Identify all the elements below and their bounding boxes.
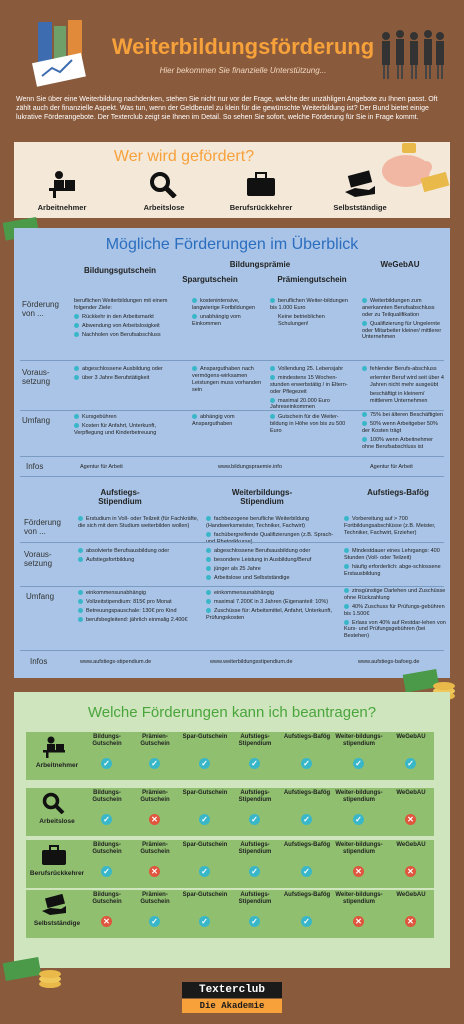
matrix-column-header: Bildungs-Gutschein — [92, 734, 122, 747]
matrix-title: Welche Förderungen kann ich beantragen? — [87, 704, 377, 721]
check-icon: ✓ — [249, 814, 260, 825]
list-item: fachbezogene berufliche Weiterbildung (Handwerksmeister, Techniker, Fachwirt) — [206, 516, 338, 530]
intro-text: Wenn Sie über eine Weiterbildung nachdenken, stehen Sie nicht nur vor der Frage, welche der unzähligen Angebote zu Ihnen passt. Oft zählt auch der finanzielle Aspekt. Was tun, wenn der Geldbeutel zu klein für die gewünschte Weiterbildung ist? Der Bund bietet einige lukrative Förderangebote. Der Texterclub zeigt sie Ihnen im Detail. So sehen Sie sofort, welche Förderung für Sie in Frage kommt. — [16, 96, 438, 121]
p2r1c3 — [344, 516, 446, 539]
magnifier-icon — [147, 170, 181, 198]
divider — [20, 542, 444, 543]
row-label-foerderung: Förderung von ... — [22, 300, 59, 318]
p2r3c2 — [206, 590, 338, 624]
p2r3c1 — [78, 590, 202, 626]
list-item: einkommensunabhängig — [78, 590, 202, 597]
list-item: über 3 Jahre Berufstätigkeit — [74, 375, 184, 382]
matrix-column-header: Prämien-Gutschein — [140, 842, 170, 855]
list-item: mindestens 15 Wochen-stunden erwerbstätig / in Eltern- oder Pflegezeit — [270, 375, 356, 396]
check-icon: ✓ — [101, 758, 112, 769]
list-item: 100% wenn Arbeitnehmer ohne Berufsabschluss ist — [362, 437, 446, 451]
list-item: jünger als 25 Jahre — [206, 566, 338, 573]
r3c4 — [362, 412, 446, 452]
r2c1 — [74, 366, 184, 384]
briefcase-icon — [244, 170, 278, 198]
col-bildungspraemie: Bildungsprämie — [229, 260, 291, 269]
col-spargutschein: Spargutschein — [182, 275, 238, 284]
r1c1-intro: beruflichen Weiterbildungen mit einem folgender Ziele: — [74, 298, 168, 311]
col-weiterbildungs-stipendium: Weiterbildungs-Stipendium — [231, 488, 293, 506]
col-praemiengutschein: Prämiengutschein — [277, 275, 347, 284]
check-icon: ✓ — [101, 866, 112, 877]
check-icon: ✓ — [199, 866, 210, 877]
matrix-column-header: Weiter-bildungs-stipendium — [335, 734, 383, 747]
list-item: unabhängig vom Einkommen — [192, 314, 264, 328]
r1c1 — [74, 298, 184, 340]
list-item: Kosten für Anfahrt, Unterkunft, Verpflegung und Kinderbetreuung — [74, 423, 184, 437]
matrix-column-header: Spar-Gutschein — [182, 790, 228, 796]
p2r1c1 — [78, 516, 202, 532]
matrix-column-header: Spar-Gutschein — [182, 734, 228, 740]
page-subtitle: Hier bekommen Sie finanzielle Unterstützung... — [159, 66, 327, 75]
money-illustration-3 — [0, 952, 70, 994]
list-item: abhängig vom Ansparguthaben — [192, 414, 264, 428]
check-icon: ✓ — [301, 866, 312, 877]
check-icon: ✓ — [301, 916, 312, 927]
list-item: Mindestdauer eines Lehrgangs: 400 Stunden (Voll- oder Teilzeit) — [344, 548, 446, 562]
info-link[interactable]: www.bildungspraemie.info — [218, 464, 282, 470]
cross-icon: ✕ — [101, 916, 112, 927]
cross-icon: ✕ — [405, 866, 416, 877]
r1c2 — [192, 298, 264, 330]
list-item: berufsbegleitend: jährlich einmalig 2.400€ — [78, 617, 202, 624]
list-item: abgeschlossene Berufsausbildung oder — [206, 548, 338, 555]
list-item: Zuschüsse für: Arbeitsmittel, Anfahrt, Unterkunft, Prüfungskosten — [206, 608, 338, 622]
books-illustration — [28, 18, 98, 88]
matrix-column-header: Weiter-bildungs-stipendium — [335, 892, 383, 905]
col-aufstiegs-bafoeg: Aufstiegs-Bafög — [367, 488, 429, 497]
briefcase-icon — [40, 844, 68, 866]
money-hand-icon — [343, 170, 377, 198]
list-item: 40% Zuschuss für Prüfungs-gebühren bis 1.500€ — [344, 603, 445, 617]
magnifier-icon — [40, 792, 68, 814]
list-item: fachübergreifende Qualifizierungen (z.B. Sprach- — [206, 532, 338, 546]
r3c3 — [270, 414, 356, 437]
check-icon: ✓ — [353, 814, 364, 825]
row-label-umfang: Umfang — [22, 416, 51, 425]
list-item: beschäftigt in kleinem/ mittlerem Unternehmen — [370, 390, 428, 404]
check-icon: ✓ — [101, 814, 112, 825]
matrix-column-header: Weiter-bildungs-stipendium — [335, 842, 383, 855]
matrix-row-label: Selbstständige — [33, 920, 81, 927]
who-group-arbeitslose — [124, 170, 204, 212]
page-title: Weiterbildungsförderung — [111, 34, 375, 59]
matrix-column-header: Aufstiegs-Stipendium — [238, 734, 272, 747]
list-item: Ansparguthaben nach vermögens-wirksamen Leistungen muss vorhanden sein — [192, 366, 264, 394]
r1c4 — [362, 298, 446, 343]
check-icon: ✓ — [249, 758, 260, 769]
cross-icon: ✕ — [149, 814, 160, 825]
divider — [20, 476, 444, 477]
matrix-column-header: Aufstiegs-Bafög — [283, 892, 331, 898]
matrix-column-header: WeGebAU — [396, 790, 426, 796]
col-bildungsgutschein: Bildungsgutschein — [84, 266, 156, 275]
list-item: Rückkehr in den Arbeitsmarkt — [74, 314, 184, 321]
list-item: Abwendung von Arbeitslosigkeit — [74, 323, 184, 330]
cross-icon: ✕ — [149, 866, 160, 877]
r2c4 — [362, 366, 446, 406]
list-item: Betreuungspauschale: 130€ pro Kind — [78, 608, 202, 615]
p2r2c2 — [206, 548, 338, 584]
cross-icon: ✕ — [405, 814, 416, 825]
check-icon: ✓ — [249, 916, 260, 927]
matrix-column-header: Bildungs-Gutschein — [92, 790, 122, 803]
check-icon: ✓ — [353, 758, 364, 769]
matrix-row-label: Berufsrückkehrer — [29, 870, 85, 877]
row-label-infos: Infos — [26, 462, 44, 471]
matrix-column-header: Prämien-Gutschein — [140, 790, 170, 803]
check-icon: ✓ — [199, 916, 210, 927]
divider — [20, 360, 444, 361]
list-item: Aufstiegsfortbildung — [78, 557, 202, 564]
matrix-column-header: Spar-Gutschein — [182, 842, 228, 848]
matrix-column-header: WeGebAU — [396, 734, 426, 740]
footer-tagline: Die Akademie — [182, 999, 282, 1013]
list-item: besondere Leistung in Ausbildung/Beruf — [206, 557, 338, 564]
list-item: Keine betrieblichen Schulungen! — [278, 313, 325, 327]
matrix-column-header: Aufstiegs-Bafög — [283, 790, 331, 796]
r1c3 — [270, 298, 356, 330]
worker-icon — [40, 736, 68, 758]
who-group-selbststaendige — [320, 170, 400, 212]
matrix-column-header: Aufstiegs-Bafög — [283, 842, 331, 848]
people-illustration — [378, 26, 448, 92]
who-group-arbeitnehmer — [22, 170, 102, 212]
check-icon: ✓ — [149, 916, 160, 927]
check-icon: ✓ — [199, 758, 210, 769]
who-label: Arbeitnehmer — [37, 203, 87, 212]
col-aufstiegs-stipendium: Aufstiegs-Stipendium — [98, 488, 142, 506]
p2r3c3 — [344, 588, 446, 642]
check-icon: ✓ — [405, 758, 416, 769]
check-icon: ✓ — [149, 758, 160, 769]
cross-icon: ✕ — [405, 916, 416, 927]
list-item: abgeschlossene Ausbildung oder — [74, 366, 184, 373]
list-item: zinsgünstige Darlehen und Zuschüsse ohne Rückzahlung — [344, 588, 446, 601]
list-item: Vorbereitung auf > 700 Fortbildungsabschlüsse (z.B. Meister, Techniker, Fachwirt, Erzieher) — [344, 516, 446, 537]
row-label-voraussetzung-2: Voraus-setzung — [24, 550, 53, 568]
matrix-row-label: Arbeitnehmer — [35, 762, 79, 769]
check-icon: ✓ — [249, 866, 260, 877]
list-item: Weiterbildungen zum anerkannten Berufsabschluss oder zu Teilqualifikation — [362, 298, 446, 319]
list-item: häufig erforderlich: abge-schlossene Erstausbildung — [344, 564, 446, 578]
matrix-row-label: Arbeitslose — [39, 818, 75, 825]
who-label: Berufsrückkehrer — [229, 203, 293, 212]
list-item: einkommensunabhängig — [206, 590, 338, 597]
list-item: maximal 20.000 Euro Jahreseinkommen — [270, 398, 356, 412]
info-link[interactable]: www.weiterbildungsstipendium.de — [210, 659, 293, 665]
matrix-column-header: Bildungs-Gutschein — [92, 892, 122, 905]
divider — [20, 650, 444, 651]
col-wegebau: WeGebAU — [380, 260, 420, 269]
money-hand-icon — [40, 894, 68, 916]
p2r2c3 — [344, 548, 446, 580]
footer-brand: Texterclub — [182, 982, 282, 998]
info-link[interactable]: www.aufstiegs-stipendium.de — [80, 659, 152, 665]
info-link[interactable]: Agentur für Arbeit — [80, 464, 123, 470]
check-icon: ✓ — [301, 814, 312, 825]
header — [0, 0, 464, 95]
divider — [20, 586, 444, 587]
row-label-infos-2: Infos — [30, 657, 48, 666]
people-icon — [378, 26, 448, 92]
r2c3 — [270, 366, 356, 413]
list-item: beruflichen Weiter-bildungen bis 1.000 Euro — [270, 298, 356, 312]
list-item: fehlender Berufs-abschluss — [362, 366, 446, 373]
list-item: Gutschein für die Weiter-bildung in Höhe von bis zu 500 Euro — [270, 414, 356, 435]
list-item: Kursgebühren — [74, 414, 184, 421]
who-label: Arbeitslose — [143, 203, 185, 212]
list-item: erlernter Beruf wird seit über 4 Jahren nicht mehr ausgeübt — [370, 374, 444, 388]
list-item: Erstudium in Voll- oder Teilzeit (für Fachkräfte, die sich mit dem Studium weiterbilden wollen) — [78, 516, 202, 530]
list-item: Vollzeitstipendium: 815€ pro Monat — [78, 599, 202, 606]
cross-icon: ✕ — [353, 866, 364, 877]
who-group-berufsrueckkehrer — [216, 170, 306, 212]
row-label-foerderung-2: Förderung von ... — [24, 518, 61, 536]
r3c1 — [74, 414, 184, 439]
matrix-column-header: Aufstiegs-Stipendium — [238, 842, 272, 855]
who-label: Selbstständige — [333, 203, 387, 212]
matrix-column-header: Aufstiegs-Stipendium — [238, 790, 272, 803]
matrix-column-header: Bildungs-Gutschein — [92, 842, 122, 855]
overview-title: Mögliche Förderungen im Überblick — [105, 236, 359, 253]
list-item: Nachholen von Berufsabschluss — [74, 332, 184, 339]
check-icon: ✓ — [301, 758, 312, 769]
list-item: absolvierte Berufsausbildung oder — [78, 548, 202, 555]
list-item: maximal 7.200€ in 3 Jahren (Eigenanteil: 10%) — [206, 599, 338, 606]
list-item: Arbeitslose und Selbstständige — [206, 575, 338, 582]
list-item: Vollendung 25. Lebensjahr — [270, 366, 356, 373]
divider — [20, 456, 444, 457]
matrix-column-header: Prämien-Gutschein — [140, 892, 170, 905]
list-item: kostenintensive, langwierige Fortbildungen — [192, 298, 264, 312]
worker-icon — [45, 170, 79, 198]
list-item: 75% bei älteren Beschäftigten — [362, 412, 446, 419]
p2r2c1 — [78, 548, 202, 566]
who-title: Wer wird gefördert? — [113, 148, 255, 165]
matrix-column-header: WeGebAU — [396, 892, 426, 898]
matrix-column-header: Spar-Gutschein — [182, 892, 228, 898]
matrix-column-header: Prämien-Gutschein — [140, 734, 170, 747]
divider — [20, 410, 444, 411]
list-item: Erlass von 40% auf Restdar-lehen von Kurs- und Prüfungsgebühren (bei Bestehen) — [344, 619, 446, 640]
list-item: 50% wenn Arbeitgeber 50% der Kosten trägt — [362, 421, 446, 435]
cross-icon: ✕ — [353, 916, 364, 927]
row-label-voraussetzung: Voraus-setzung — [22, 368, 51, 386]
matrix-column-header: WeGebAU — [396, 842, 426, 848]
info-link[interactable]: www.aufstiegs-bafoeg.de — [358, 659, 420, 665]
row-label-umfang-2: Umfang — [26, 592, 55, 601]
money-icon — [0, 952, 70, 994]
matrix-column-header: Weiter-bildungs-stipendium — [335, 790, 383, 803]
check-icon: ✓ — [199, 814, 210, 825]
list-item: Qualifizierung für Ungelernte oder Mitarbeiter kleiner/ mittlerer Unternehmen — [362, 321, 446, 342]
matrix-column-header: Aufstiegs-Stipendium — [238, 892, 272, 905]
matrix-column-header: Aufstiegs-Bafög — [283, 734, 331, 740]
books-icon — [28, 18, 98, 88]
r2c2 — [192, 366, 264, 396]
info-link[interactable]: Agentur für Arbeit — [370, 464, 413, 470]
r3c2 — [192, 414, 264, 430]
